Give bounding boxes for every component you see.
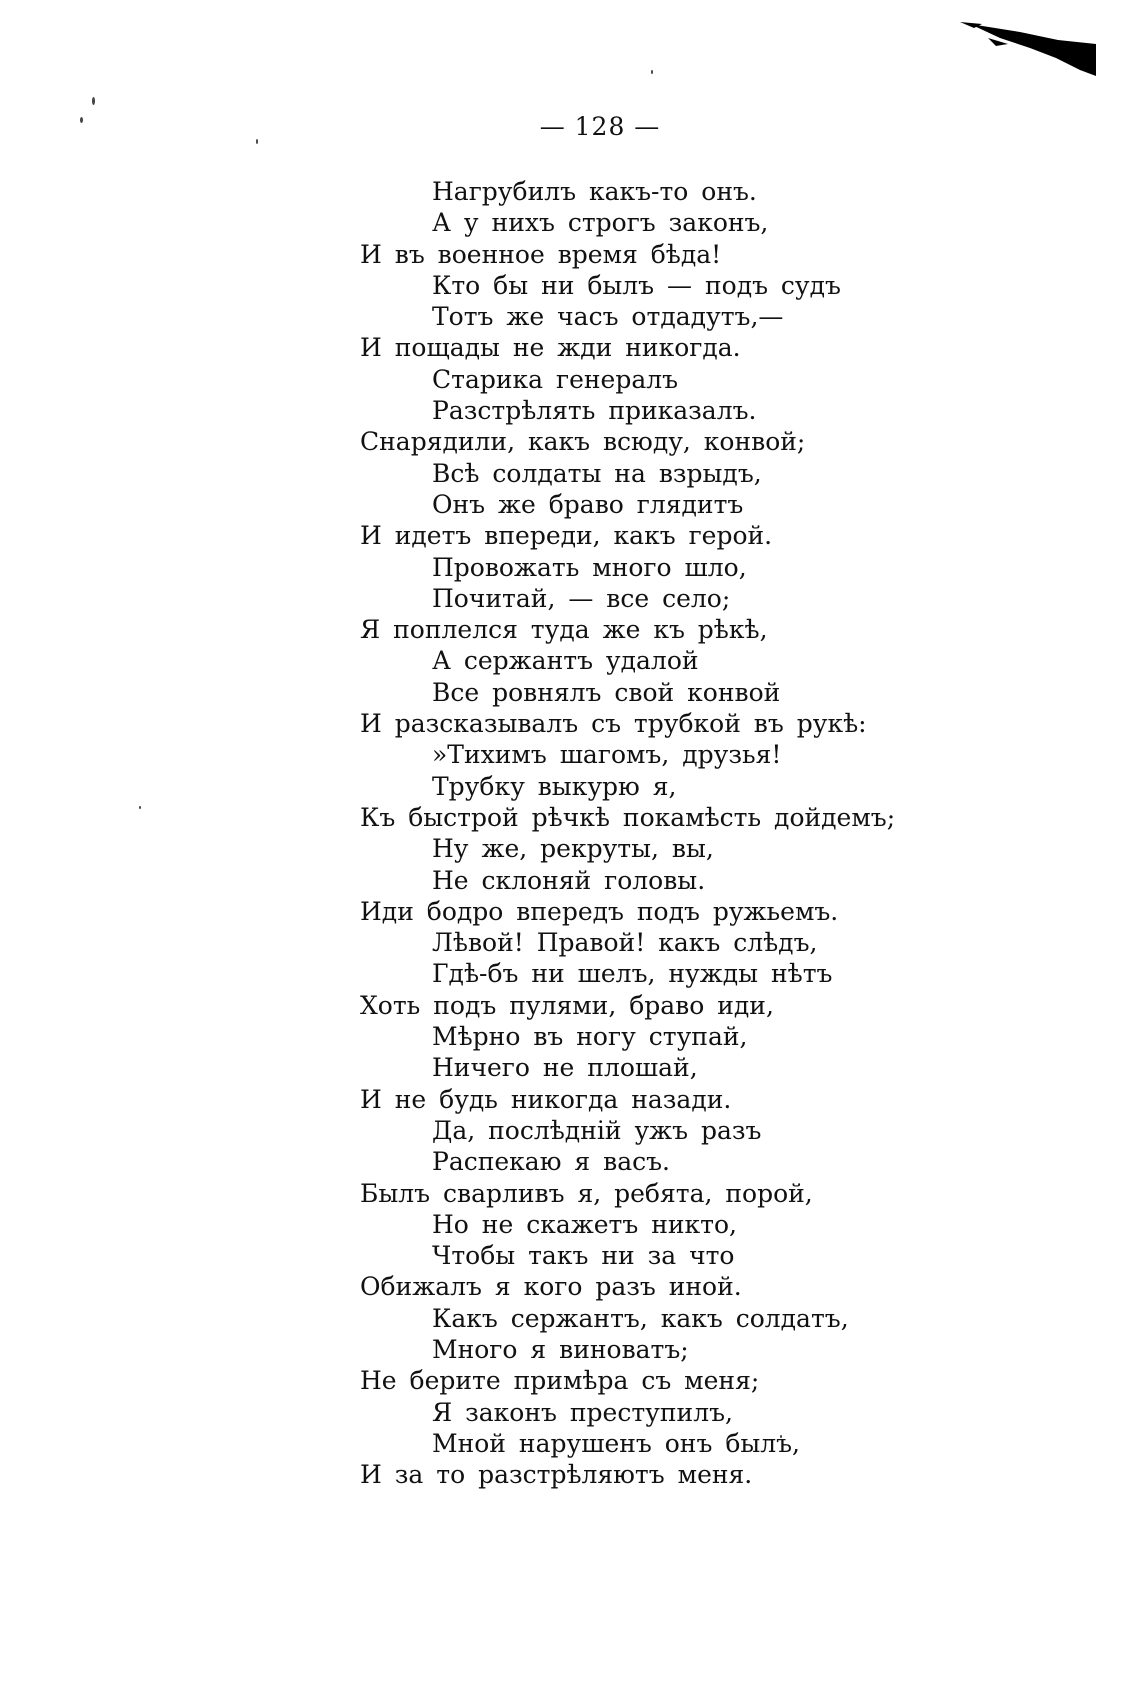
poem-line: Иди бодро впередъ подъ ружьемъ. [360, 896, 839, 926]
poem-line: Тотъ же часъ отдадутъ,— [432, 302, 784, 332]
poem-line: Не склоняй головы. [432, 865, 706, 895]
poem-line: Трубку выкурю я, [432, 771, 677, 801]
poem-line: И въ военное время бѣда! [360, 239, 722, 269]
poem-line: Обижалъ я кого разъ иной. [360, 1272, 742, 1302]
poem-line: Ничего не плошай, [432, 1053, 698, 1083]
poem-line: Снарядили, какъ всюду, конвой; [360, 427, 806, 457]
poem-line: »Тихимъ шагомъ, друзья! [432, 740, 782, 770]
poem-line: Не берите примѣра съ меня; [360, 1366, 760, 1396]
scan-artifact-mark [960, 18, 1100, 78]
poem-line: Кто бы ни былъ — подъ судъ [432, 270, 841, 300]
poem-line: Провожать много шло, [432, 552, 747, 582]
poem-line: Онъ же браво глядитъ [432, 489, 744, 519]
poem-line: Мной нарушенъ онъ былъ, [432, 1428, 801, 1458]
poem-line: Всѣ солдаты на взрыдъ, [432, 458, 762, 488]
scan-speck [651, 70, 653, 74]
poem-line: Разстрѣлять приказалъ. [432, 396, 757, 426]
poem-line: И пощады не жди никогда. [360, 333, 741, 363]
poem-line: Къ быстрой рѣчкѣ покамѣсть дойдемъ; [360, 802, 896, 832]
poem-line: Почитай, — все село; [432, 583, 731, 613]
poem-line: Много я виноватъ; [432, 1334, 689, 1364]
poem-text [360, 176, 920, 1490]
poem-line: Я поплелся туда же къ рѣкѣ, [360, 615, 768, 645]
poem-line: И не будь никогда назади. [360, 1084, 732, 1114]
poem-line: Гдѣ-бъ ни шелъ, нужды нѣтъ [432, 959, 833, 989]
poem-line: Мѣрно въ ногу ступай, [432, 1022, 748, 1052]
poem-line: И разсказывалъ съ трубкой въ рукѣ: [360, 709, 867, 739]
poem-line: Я законъ преступилъ, [432, 1397, 733, 1427]
poem-line: А у нихъ строгъ законъ, [432, 208, 769, 238]
poem-line: Какъ сержантъ, какъ солдатъ, [432, 1303, 849, 1333]
poem-line: Былъ сварливъ я, ребята, порой, [360, 1178, 813, 1208]
poem-line: Ну же, рекруты, вы, [432, 834, 714, 864]
poem-line: Да, послѣднiй ужъ разъ [432, 1115, 762, 1145]
poem-line: Хоть подъ пулями, браво иди, [360, 990, 774, 1020]
poem-line: Старика генералъ [432, 364, 679, 394]
poem-line: И за то разстрѣляютъ меня. [360, 1460, 753, 1490]
poem-line: Все ровнялъ свой конвой [432, 677, 781, 707]
poem-line: Распекаю я васъ. [432, 1147, 670, 1177]
poem-line: Но не скажетъ никто, [432, 1209, 737, 1239]
poem-line: А сержантъ удалой [432, 646, 699, 676]
poem-line: И идетъ впереди, какъ герой. [360, 521, 773, 551]
page-number: — 128 — [539, 112, 661, 141]
poem-line: Чтобы такъ ни за что [432, 1241, 735, 1271]
poem-line: Лѣвой! Правой! какъ слѣдъ, [432, 928, 818, 958]
poem-line: Нагрубилъ какъ-то онъ. [432, 177, 757, 206]
scan-speck [92, 97, 95, 105]
scan-speck [139, 806, 141, 809]
